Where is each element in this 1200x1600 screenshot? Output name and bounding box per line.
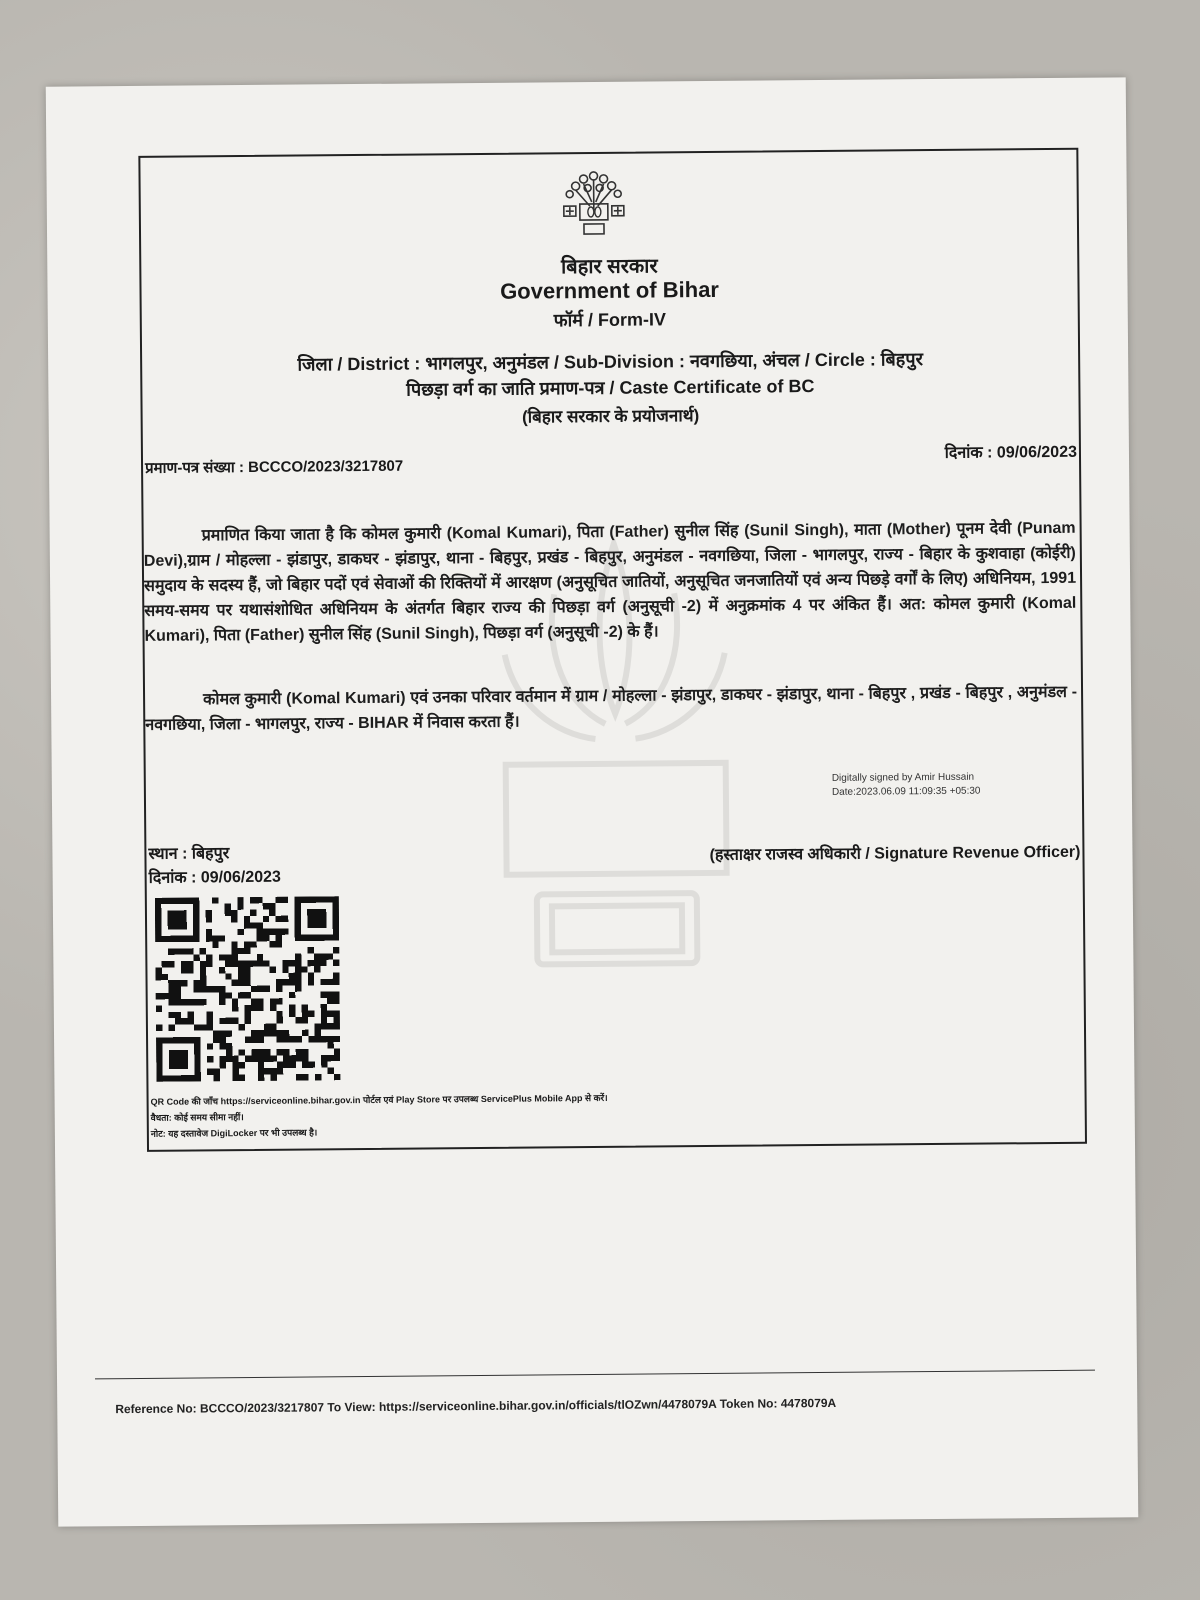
reference-divider	[95, 1370, 1095, 1380]
issue-place: स्थान : बिहपुर	[148, 845, 230, 863]
issue-date: दिनांक : 09/06/2023	[148, 868, 281, 887]
validity-note: वैधता: कोई समय सीमा नहीं।	[150, 1112, 244, 1123]
title-hindi: बिहार सरकार	[560, 255, 658, 279]
qr-verify-note: QR Code की जाँच https://serviceonline.bihar.gov.in पोर्टल एवं Play Store पर उपलब्ध ServicePlus Mobile App से करें।	[150, 1092, 608, 1107]
digital-signature	[832, 771, 981, 800]
certificate-purpose: (बिहार सरकार के प्रयोजनार्थ)	[521, 406, 700, 427]
qr-code-icon[interactable]	[155, 896, 341, 1082]
signature-role: (हस्ताक्षर राजस्व अधिकारी / Signature Revenue Officer)	[709, 843, 1081, 864]
footer-notes	[151, 1090, 608, 1142]
certificate-paragraph-2: कोमल कुमारी (Komal Kumari) एवं उनका परिवार वर्तमान में ग्राम / मोहल्ला - झंडापुर, डाकघर - झंडापुर, थाना - बिहपुर , प्रखंड - बिहपुर , अनुमंडल - नवगछिया, जिला - भागलपुर, राज्य - BIHAR में निवास करता हैं।	[145, 683, 1078, 734]
certificate-paper	[46, 77, 1139, 1526]
reference-line: Reference No: BCCCO/2023/3217807 To View: https://serviceonline.bihar.gov.in/officials/tlOZwn/4478079A Token No: 4478079A	[115, 1395, 837, 1417]
certificate-title: पिछड़ा वर्ग का जाति प्रमाण-पत्र / Caste Certificate of BC	[406, 376, 815, 400]
certificate-number: प्रमाण-पत्र संख्या : BCCCO/2023/3217807	[144, 457, 404, 477]
bihar-emblem-icon	[553, 166, 634, 241]
digital-signature-name: Digitally signed by Amir Hussain	[831, 771, 975, 784]
certificate-paragraph-1: प्रमाणित किया जाता है कि कोमल कुमारी (Komal Kumari), पिता (Father) सुनील सिंह (Sunil Singh), माता (Mother) पूनम देवी (Punam Devi),ग्राम / मोहल्ला - झंडापुर, डाकघर - झंडापुर, थाना - बिहपुर, प्रखंड - बिहपुर, अनुमंडल - नवगछिया, जिला - भागलपुर, राज्य - बिहार के कुशवाहा (कोईरी) समुदाय के सदस्य हैं, जो बिहार पदों एवं सेवाओं की रिक्तियों में आरक्षण (अनुसूचित जातियों, अनुसूचित जनजातियों एवं अन्य पिछड़े वर्गों के लिए) अधिनियम, 1991 समय-समय पर यथासंशोधित अधिनियम के अंतर्गत बिहार राज्य की पिछड़ा वर्ग (अनुसूची -2) में अनुक्रमांक 4 पर अंकित हैं। अत: कोमल कुमारी (Komal Kumari), पिता (Father) सुनील सिंह (Sunil Singh), पिछड़ा वर्ग (अनुसूची -2) के हैं।	[143, 519, 1077, 645]
certificate-date: दिनांक : 09/06/2023	[944, 443, 1078, 462]
title-english: Government of Bihar	[500, 276, 720, 304]
digilocker-note: नोट: यह दस्तावेज DigiLocker पर भी उपलब्ध है।	[150, 1127, 318, 1139]
digital-signature-date: Date:2023.06.09 11:09:35 +05:30	[831, 785, 981, 798]
form-number: फॉर्म / Form-IV	[553, 309, 667, 331]
certificate-frame	[138, 148, 1087, 1152]
district-line: जिला / District : भागलपुर, अनुमंडल / Sub-Division : नवगछिया, अंचल / Circle : बिहपुर	[297, 349, 923, 375]
